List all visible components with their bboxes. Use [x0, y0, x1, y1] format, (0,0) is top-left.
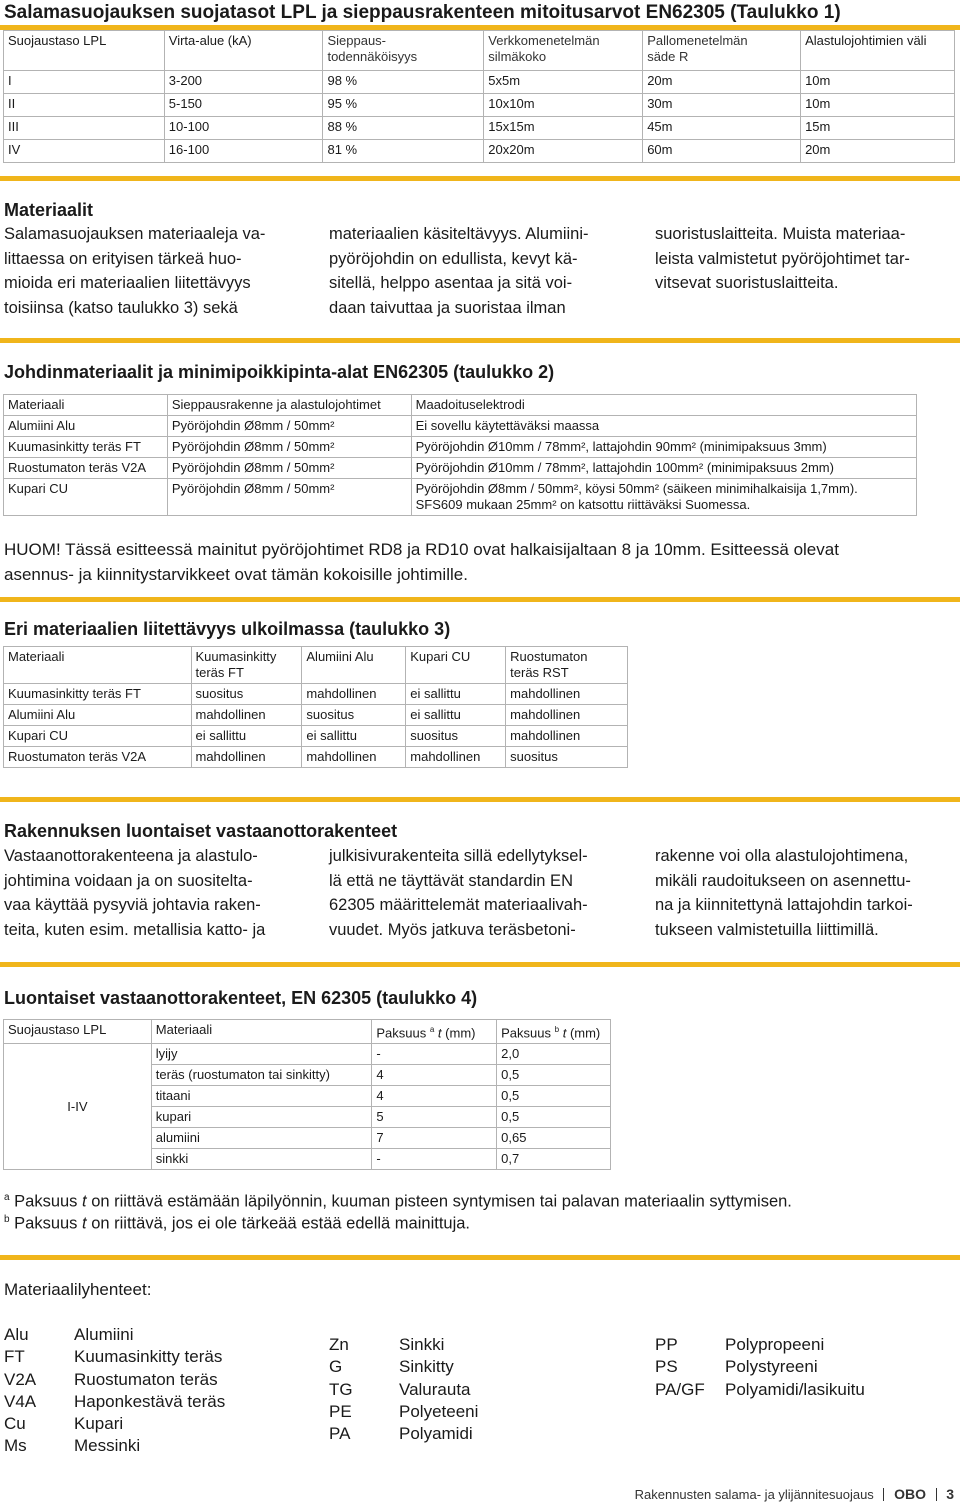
accent-rule — [0, 1255, 960, 1260]
t3-header: Ruostumaton teräs RST — [506, 647, 628, 684]
abbreviation-meaning: Haponkestävä teräs — [74, 1391, 226, 1411]
t3-cell: suositus — [302, 705, 406, 726]
t1-cell: 20m — [801, 140, 955, 163]
abbreviation-code: Ms — [4, 1436, 27, 1456]
footnote-b: $^b$ Paksuus t on riittävä, jos ei ole tärkeää estää edellä mainittuja. — [4, 1214, 471, 1233]
t4-cell: kupari — [151, 1107, 372, 1128]
t3-header: Materiaali — [4, 647, 192, 684]
t1-cell: 95 % — [323, 94, 484, 117]
t1-cell: 5-150 — [164, 94, 323, 117]
table-row — [4, 71, 955, 94]
t3-cell: mahdollinen — [406, 747, 506, 768]
t2-cell: Pyöröjohdin Ø8mm / 50mm² — [167, 458, 411, 479]
t2-cell: Pyöröjohdin Ø8mm / 50mm² — [167, 416, 411, 437]
t1-cell: I — [4, 71, 165, 94]
t3-header: Kuumasinkitty teräs FT — [191, 647, 302, 684]
t1-header: Virta-alue (kA) — [164, 31, 323, 71]
t4-header: Suojaustaso LPL — [4, 1020, 152, 1044]
table-row — [4, 94, 955, 117]
t3-cell: suositus — [406, 726, 506, 747]
footer-brand: OBO — [894, 1486, 926, 1502]
abbreviation-code: G — [329, 1357, 343, 1377]
abbreviation-code: V2A — [4, 1369, 37, 1389]
t3-cell: suositus — [506, 747, 628, 768]
table-row — [4, 140, 955, 163]
abbreviation-code: PP — [655, 1335, 678, 1354]
t3-cell: suositus — [191, 684, 302, 705]
t2-header: Maadoituselektrodi — [411, 395, 916, 416]
table-row — [4, 117, 955, 140]
abbreviation-code: Cu — [4, 1414, 26, 1434]
t1-cell: 10x10m — [484, 94, 643, 117]
t1-header: Alastulojohtimien väli — [801, 31, 955, 71]
table-row — [4, 416, 917, 437]
abbreviation-meaning: Ruostumaton teräs — [74, 1369, 218, 1389]
t3-cell: ei sallittu — [406, 684, 506, 705]
t1-cell: 10m — [801, 71, 955, 94]
conductor-table — [3, 394, 917, 516]
abbreviations-col3 — [655, 1334, 925, 1401]
t1-cell: 3-200 — [164, 71, 323, 94]
t1-cell: 81 % — [323, 140, 484, 163]
abbreviation-meaning: Valurauta — [399, 1379, 471, 1399]
t1-cell: III — [4, 117, 165, 140]
t1-cell: IV — [4, 140, 165, 163]
t1-cell: 10m — [801, 94, 955, 117]
abbreviation-item — [329, 1423, 599, 1445]
abbreviation-item — [329, 1356, 599, 1378]
t1-header: Suojaustaso LPL — [4, 31, 165, 71]
accent-rule — [0, 797, 960, 802]
t4-cell: 0,65 — [497, 1128, 611, 1149]
table-row — [4, 705, 628, 726]
t1-cell: 15m — [801, 117, 955, 140]
t3-cell: mahdollinen — [506, 726, 628, 747]
abbreviation-item — [4, 1391, 274, 1413]
page-number: 3 — [946, 1486, 954, 1502]
abbreviation-code: PS — [655, 1357, 678, 1377]
t3-cell: mahdollinen — [302, 747, 406, 768]
t1-cell: 16-100 — [164, 140, 323, 163]
t4-cell: teräs (ruostumaton tai sinkitty) — [151, 1065, 372, 1086]
abbreviation-meaning: Polystyreeni — [725, 1357, 818, 1377]
table-row — [4, 684, 628, 705]
t3-header: Kupari CU — [406, 647, 506, 684]
t2-cell: Alumiini Alu — [4, 416, 168, 437]
t3-cell: mahdollinen — [506, 705, 628, 726]
t2-cell: Ei sovellu käytettäväksi maassa — [411, 416, 916, 437]
t3-header: Alumiini Alu — [302, 647, 406, 684]
t1-cell: 20x20m — [484, 140, 643, 163]
t4-cell: 2,0 — [497, 1044, 611, 1065]
t3-cell: mahdollinen — [191, 705, 302, 726]
t2-header: Sieppausrakenne ja alastulojohtimet — [167, 395, 411, 416]
t4-cell: 0,5 — [497, 1065, 611, 1086]
natural-structures-table — [3, 1019, 611, 1170]
materials-text-col1: Salamasuojauksen materiaaleja va- littaessa on erityisen tärkeä huo- mioida eri materiaalien liitettävyys toisiinsa (katso taulukko 3) sekä — [4, 225, 266, 317]
t1-cell: 88 % — [323, 117, 484, 140]
footer-divider — [883, 1488, 884, 1501]
abbreviation-item — [329, 1401, 599, 1423]
abbreviation-meaning: Messinki — [74, 1436, 141, 1456]
t4-cell: alumiini — [151, 1128, 372, 1149]
accent-rule — [0, 597, 960, 602]
table1-title: Salamasuojauksen suojatasot LPL ja sieppausrakenteen mitoitusarvot EN62305 (Taulukko 1) — [4, 2, 841, 23]
abbreviation-meaning: Kuumasinkitty teräs — [74, 1347, 223, 1367]
t4-cell: 7 — [372, 1128, 497, 1149]
t1-cell: II — [4, 94, 165, 117]
t3-cell: Kuumasinkitty teräs FT — [4, 684, 192, 705]
t2-cell: Pyöröjohdin Ø8mm / 50mm² — [167, 437, 411, 458]
t1-header: Sieppaus- todennäköisyys — [323, 31, 484, 71]
compatibility-table — [3, 646, 628, 768]
abbreviation-meaning: Sinkitty — [399, 1357, 454, 1377]
t4-cell: 5 — [372, 1107, 497, 1128]
t1-cell: 10-100 — [164, 117, 323, 140]
t4-header: Paksuus $^b$ t (mm) — [497, 1020, 611, 1044]
structures-heading: Rakennuksen luontaiset vastaanottorakenteet — [4, 821, 398, 841]
abbreviation-item — [4, 1413, 274, 1435]
t2-cell: Pyöröjohdin Ø10mm / 78mm², lattajohdin 100mm² (minimipaksuus 2mm) — [411, 458, 916, 479]
abbreviation-code: Alu — [4, 1325, 29, 1344]
t2-header: Materiaali — [4, 395, 168, 416]
accent-rule — [0, 338, 960, 343]
t4-cell: - — [372, 1149, 497, 1170]
materials-text-col2: materiaalien käsiteltävyys. Alumiini- pyöröjohdin on edullista, kevyt kä- sitellä, helppo asentaa ja sitä voi- daan taivuttaa ja suoristaa ilman — [329, 225, 589, 317]
t4-cell: 0,7 — [497, 1149, 611, 1170]
abbreviation-meaning: Polypropeeni — [725, 1335, 825, 1354]
abbreviation-meaning: Kupari — [74, 1414, 124, 1434]
abbreviation-code: TG — [329, 1379, 353, 1399]
abbreviation-meaning: Alumiini — [74, 1325, 134, 1344]
t2-cell: Pyöröjohdin Ø8mm / 50mm², köysi 50mm² (säikeen minimihalkaisija 1,7mm). SFS609 mukaan 25mm² on katsottu riittäväksi Suomessa. — [411, 479, 916, 516]
abbreviation-item — [4, 1369, 274, 1391]
footer-title: Rakennusten salama- ja ylijännitesuojaus — [634, 1487, 874, 1502]
t1-header: Pallomenetelmän säde R — [643, 31, 801, 71]
abbreviation-item — [329, 1379, 599, 1401]
abbreviation-meaning: Polyamidi — [399, 1424, 473, 1444]
t3-cell: mahdollinen — [506, 684, 628, 705]
t2-cell: Ruostumaton teräs V2A — [4, 458, 168, 479]
abbreviation-code: Zn — [329, 1335, 349, 1354]
abbreviation-meaning: Polyeteeni — [399, 1401, 479, 1421]
t3-cell: ei sallittu — [302, 726, 406, 747]
abbreviations-col2 — [329, 1334, 599, 1445]
structures-text-col2: julkisivurakenteita sillä edellytyksel- lä että ne täyttävät standardin EN 62305 määrittelemät materiaalivah- vuudet. Myös jatkuva teräsbetoni- — [329, 847, 588, 939]
t4-header: Materiaali — [151, 1020, 372, 1044]
t3-cell: ei sallittu — [191, 726, 302, 747]
t3-cell: mahdollinen — [302, 684, 406, 705]
abbreviation-item — [4, 1324, 274, 1346]
abbreviations-col1 — [4, 1324, 274, 1458]
t2-cell: Pyöröjohdin Ø10mm / 78mm², lattajohdin 90mm² (minimipaksuus 3mm) — [411, 437, 916, 458]
structures-text-col1: Vastaanottorakenteena ja alastulo- johtimina voidaan ja on suositelta- vaa käyttää pysyviä johtavia raken- teita, kuten esim. metallisia katto- ja — [4, 847, 266, 939]
t3-cell: Kupari CU — [4, 726, 192, 747]
materials-heading: Materiaalit — [4, 200, 94, 220]
t1-cell: 60m — [643, 140, 801, 163]
abbreviation-code: PA — [329, 1424, 351, 1444]
abbreviation-code: PE — [329, 1401, 352, 1421]
t2-cell: Kupari CU — [4, 479, 168, 516]
t1-cell: 20m — [643, 71, 801, 94]
abbreviation-item — [655, 1334, 925, 1356]
t4-cell: sinkki — [151, 1149, 372, 1170]
t4-cell: - — [372, 1044, 497, 1065]
abbreviation-code: PA/GF — [655, 1379, 705, 1399]
t3-cell: ei sallittu — [406, 705, 506, 726]
note-huom: HUOM! Tässä esitteessä mainitut pyöröjohtimet RD8 ja RD10 ovat halkaisijaltaan 8 ja 10mm. Esitteessä olevat asennus- ja kiinnitystarvikkeet ovat tämän kokoisille johtimille. — [4, 540, 839, 584]
t2-cell: Kuumasinkitty teräs FT — [4, 437, 168, 458]
t4-cell: lyijy — [151, 1044, 372, 1065]
t2-cell: Pyöröjohdin Ø8mm / 50mm² — [167, 479, 411, 516]
t4-cell: 0,5 — [497, 1107, 611, 1128]
accent-rule — [0, 962, 960, 967]
structures-text-col3: rakenne voi olla alastulojohtimena, mikäli raudoitukseen on asennettu- na ja kiinnitettynä lattajohdin tarkoi- tukseen valmistetuilla liittimillä. — [655, 847, 913, 939]
lpl-table — [3, 30, 955, 163]
t1-header: Verkkomenetelmän silmäkoko — [484, 31, 643, 71]
t4-cell: 0,5 — [497, 1086, 611, 1107]
abbreviations-heading: Materiaalilyhenteet: — [4, 1280, 152, 1299]
abbreviation-code: FT — [4, 1347, 25, 1367]
abbreviation-meaning: Polyamidi/lasikuitu — [725, 1379, 865, 1399]
abbreviation-item — [4, 1435, 274, 1457]
t1-cell: 15x15m — [484, 117, 643, 140]
table-row — [4, 747, 628, 768]
t4-header: Paksuus $^a$ t (mm) — [372, 1020, 497, 1044]
t4-cell: 4 — [372, 1065, 497, 1086]
abbreviation-item — [4, 1346, 274, 1368]
t1-cell: 45m — [643, 117, 801, 140]
abbreviation-meaning: Sinkki — [399, 1335, 445, 1354]
page-footer — [635, 1486, 954, 1502]
t3-cell: mahdollinen — [191, 747, 302, 768]
table-row — [4, 726, 628, 747]
accent-rule — [0, 176, 960, 181]
abbreviation-item — [655, 1379, 925, 1401]
footer-divider — [936, 1488, 937, 1501]
t1-cell: 5x5m — [484, 71, 643, 94]
abbreviation-code: V4A — [4, 1391, 37, 1411]
table3-title: Eri materiaalien liitettävyys ulkoilmassa (taulukko 3) — [4, 619, 451, 639]
t4-cell: 4 — [372, 1086, 497, 1107]
table-row — [4, 437, 917, 458]
t3-cell: Alumiini Alu — [4, 705, 192, 726]
t4-cell: titaani — [151, 1086, 372, 1107]
table-row — [4, 479, 917, 516]
protection-level-cell: I-IV — [4, 1044, 152, 1170]
footnote-a: $^a$ Paksuus t on riittävä estämään läpilyönnin, kuuman pisteen syntymisen tai palavan materiaalin syttymisen. — [4, 1192, 792, 1211]
table4-title: Luontaiset vastaanottorakenteet, EN 62305 (taulukko 4) — [4, 988, 478, 1008]
abbreviation-item — [329, 1334, 599, 1356]
abbreviation-item — [655, 1356, 925, 1378]
t1-cell: 98 % — [323, 71, 484, 94]
t1-cell: 30m — [643, 94, 801, 117]
t3-cell: Ruostumaton teräs V2A — [4, 747, 192, 768]
table-row — [4, 458, 917, 479]
materials-text-col3: suoristuslaitteita. Muista materiaa- leista valmistetut pyöröjohtimet tar- vitsevat suoristuslaitteita. — [655, 225, 910, 292]
table-row — [4, 1044, 611, 1065]
table2-title: Johdinmateriaalit ja minimipoikkipinta-alat EN62305 (taulukko 2) — [4, 362, 555, 382]
